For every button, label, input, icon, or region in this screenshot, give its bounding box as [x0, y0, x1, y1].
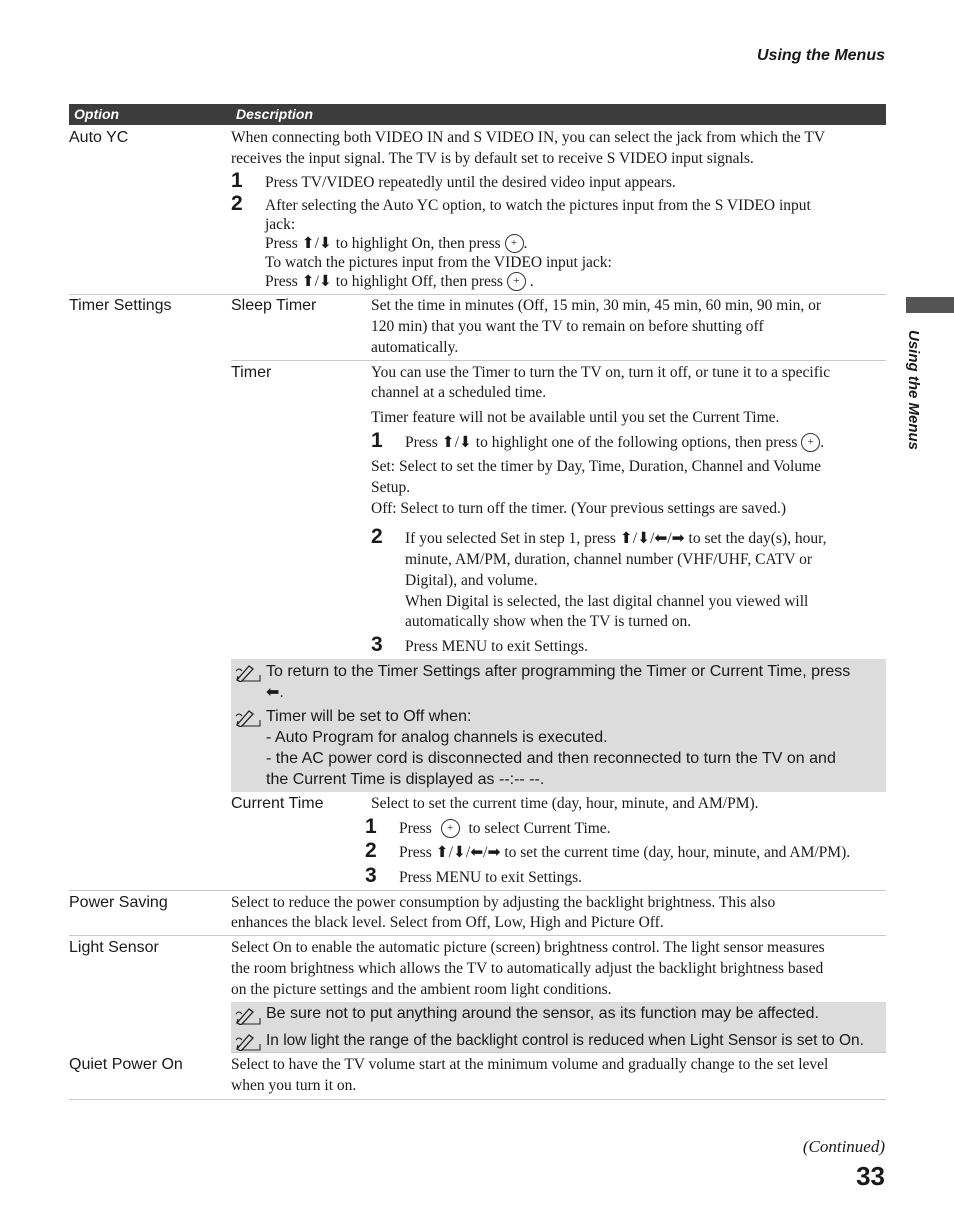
step-number: 2 — [371, 525, 383, 548]
auto-yc-step-2c-text: Press ⬆/⬇ to highlight On, then press — [265, 235, 501, 252]
light-sensor-note-2: In low light the range of the backlight control is reduced when Light Sensor is set to On. — [266, 1032, 864, 1049]
auto-yc-step-2b: jack: — [265, 216, 296, 233]
auto-yc-step-2c: Press ⬆/⬇ to highlight On, then press + . — [265, 233, 527, 254]
current-time-step-2: Press ⬆/⬇/⬅/➡ to set the current time (day, hour, minute, and AM/PM). — [399, 844, 851, 861]
auto-yc-intro-2: receives the input signal. The TV is by default set to receive S VIDEO input signals. — [231, 150, 754, 167]
timer-step-1-text: Press ⬆/⬇ to highlight one of the following options, then press — [405, 434, 798, 451]
timer-step-2d: When Digital is selected, the last digital channel you viewed will — [405, 593, 809, 610]
sleep-timer-line-3: automatically. — [371, 339, 459, 356]
sub-option-sleep-timer: Sleep Timer — [231, 297, 317, 314]
option-light-sensor: Light Sensor — [69, 939, 159, 956]
timer-note-1a: To return to the Timer Settings after programming the Timer or Current Time, press — [266, 663, 851, 680]
table-header — [69, 104, 886, 125]
step-number: 3 — [365, 864, 377, 887]
auto-yc-intro-1: When connecting both VIDEO IN and S VIDEO IN, you can select the jack from which the TV — [231, 129, 826, 146]
current-time-step-3: Press MENU to exit Settings. — [399, 869, 582, 886]
timer-set-line-2: Setup. — [371, 479, 411, 496]
timer-line-3: Timer feature will not be available until you set the Current Time. — [371, 409, 780, 426]
row-divider — [231, 1052, 886, 1053]
auto-yc-step-2d: To watch the pictures input from the VIDEO input jack: — [265, 254, 612, 271]
timer-note-2a: Timer will be set to Off when: — [266, 708, 472, 725]
row-divider — [69, 890, 886, 891]
note-pencil-icon — [235, 707, 261, 727]
continued-note: (Continued) — [802, 1137, 885, 1156]
power-saving-line-1: Select to reduce the power consumption by adjusting the backlight brightness. This also — [231, 894, 776, 911]
side-tab-marker — [906, 297, 954, 313]
running-header: Using the Menus — [756, 47, 885, 64]
option-power-saving: Power Saving — [69, 894, 168, 911]
light-sensor-line-3: on the picture settings and the ambient room light conditions. — [231, 981, 612, 998]
step-number: 1 — [371, 429, 383, 452]
note-pencil-icon — [235, 662, 261, 682]
sleep-timer-line-2: 120 min) that you want the TV to remain on before shutting off — [371, 318, 764, 335]
auto-yc-step-2e: Press ⬆/⬇ to highlight Off, then press + . — [265, 271, 534, 292]
timer-step-2a: If you selected Set in step 1, press ⬆/⬇/⬅/➡ to set the day(s), hour, — [405, 530, 827, 547]
timer-set-line-1: Set: Select to set the timer by Day, Time, Duration, Channel and Volume — [371, 458, 822, 475]
step-number: 3 — [371, 633, 383, 656]
light-sensor-line-1: Select On to enable the automatic picture (screen) brightness control. The light sensor measures — [231, 939, 825, 956]
quiet-power-line-1: Select to have the TV volume start at the minimum volume and gradually change to the set level — [231, 1056, 829, 1073]
timer-off-line: Off: Select to turn off the timer. (Your previous settings are saved.) — [371, 500, 786, 517]
timer-note-2d: the Current Time is displayed as --:-- --. — [266, 771, 545, 788]
note-pencil-icon — [235, 1031, 261, 1051]
row-divider — [231, 360, 886, 361]
step-number: 2 — [231, 192, 243, 215]
step-number: 2 — [365, 839, 377, 862]
page-number: 33 — [856, 1161, 885, 1191]
timer-line-1: You can use the Timer to turn the TV on, turn it off, or tune it to a specific — [371, 364, 831, 381]
quiet-power-line-2: when you turn it on. — [231, 1077, 357, 1094]
column-header-option: Option — [74, 106, 120, 122]
auto-yc-step-2e-text: Press ⬆/⬇ to highlight Off, then press — [265, 273, 503, 290]
current-time-step-1-post: to select Current Time. — [468, 820, 611, 837]
current-time-step-1-pre: Press — [399, 820, 432, 837]
timer-line-2: channel at a scheduled time. — [371, 384, 547, 401]
light-sensor-note-1: Be sure not to put anything around the sensor, as its function may be affected. — [266, 1005, 819, 1022]
timer-step-2e: automatically show when the TV is turned on. — [405, 613, 692, 630]
note-pencil-icon — [235, 1005, 261, 1025]
current-time-line-1: Select to set the current time (day, hour, minute, and AM/PM). — [371, 795, 759, 812]
sub-option-timer: Timer — [231, 364, 272, 381]
step-number: 1 — [231, 169, 243, 192]
timer-note-2c: - the AC power cord is disconnected and then reconnected to turn the TV on and — [266, 750, 836, 767]
step-number: 1 — [365, 815, 377, 838]
power-saving-line-2: enhances the black level. Select from Off, Low, High and Picture Off. — [231, 914, 664, 931]
enter-button-icon — [801, 433, 820, 452]
sub-option-current-time: Current Time — [231, 795, 324, 812]
light-sensor-line-2: the room brightness which allows the TV to automatically adjust the backlight brightness based — [231, 960, 824, 977]
table-bottom-rule — [69, 1099, 886, 1100]
current-time-step-1 — [399, 818, 611, 839]
timer-note-2b: - Auto Program for analog channels is executed. — [266, 729, 608, 746]
row-divider — [69, 935, 886, 936]
timer-step-2b: minute, AM/PM, duration, channel number (VHF/UHF, CATV or — [405, 551, 813, 568]
option-auto-yc: Auto YC — [69, 129, 129, 146]
option-timer-settings: Timer Settings — [69, 297, 172, 314]
timer-step-1: Press ⬆/⬇ to highlight one of the following options, then press + . — [405, 432, 824, 453]
timer-step-3: Press MENU to exit Settings. — [405, 638, 588, 655]
enter-button-icon — [505, 234, 524, 253]
enter-button-icon — [507, 272, 526, 291]
auto-yc-step-2a: After selecting the Auto YC option, to watch the pictures input from the S VIDEO input — [265, 197, 811, 214]
sleep-timer-line-1: Set the time in minutes (Off, 15 min, 30 min, 45 min, 60 min, 90 min, or — [371, 297, 822, 314]
enter-button-icon — [441, 819, 460, 838]
timer-step-2c: Digital), and volume. — [405, 572, 538, 589]
option-quiet-power-on: Quiet Power On — [69, 1056, 183, 1073]
timer-note-1b: ⬅. — [266, 684, 284, 701]
side-tab-label: Using the Menus — [905, 330, 922, 451]
auto-yc-step-1: Press TV/VIDEO repeatedly until the desired video input appears. — [265, 174, 676, 191]
column-header-description: Description — [236, 106, 314, 122]
